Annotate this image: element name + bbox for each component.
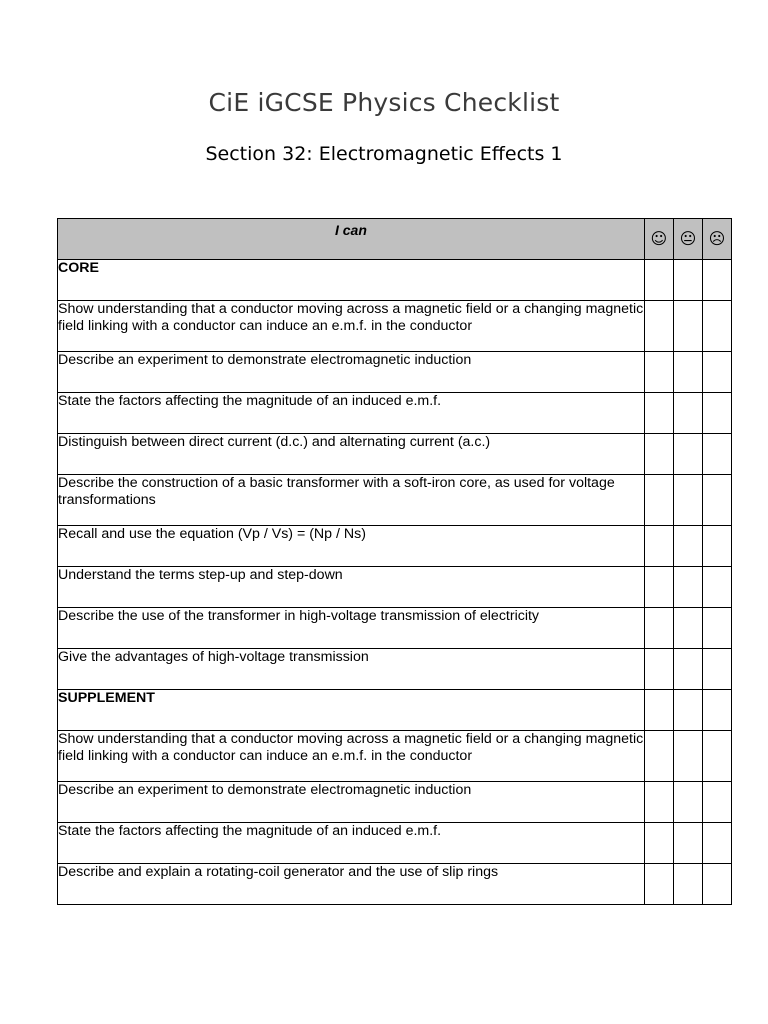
checklist-item-text: Understand the terms step-up and step-down [58, 567, 645, 608]
rating-cell-sad[interactable] [702, 649, 731, 690]
rating-cell-neutral[interactable] [673, 301, 702, 352]
rating-cell-sad[interactable] [702, 475, 731, 526]
rating-cell-neutral[interactable] [673, 352, 702, 393]
checklist-row [58, 301, 732, 352]
rating-cell-sad[interactable] [702, 731, 731, 782]
rating-cell-sad[interactable] [702, 260, 731, 301]
checklist-item-text: Describe an experiment to demonstrate electromagnetic induction [58, 782, 645, 823]
checklist-row [58, 782, 732, 823]
rating-cell-happy[interactable] [644, 301, 673, 352]
checklist-row [58, 864, 732, 905]
checklist-item-text: Show understanding that a conductor moving across a magnetic field or a changing magnetic field linking with a conductor can induce an e.m.f. in the conductor [58, 301, 645, 352]
neutral-face-icon: 😐 [673, 219, 702, 260]
rating-cell-neutral[interactable] [673, 475, 702, 526]
checklist-row [58, 434, 732, 475]
checklist-row [58, 475, 732, 526]
checklist-item-text: State the factors affecting the magnitude of an induced e.m.f. [58, 823, 645, 864]
rating-cell-happy[interactable] [644, 782, 673, 823]
rating-cell-happy[interactable] [644, 352, 673, 393]
rating-cell-happy[interactable] [644, 608, 673, 649]
checklist-item-text: Distinguish between direct current (d.c.) and alternating current (a.c.) [58, 434, 645, 475]
rating-cell-sad[interactable] [702, 864, 731, 905]
rating-cell-neutral[interactable] [673, 526, 702, 567]
checklist-item-text: Describe and explain a rotating-coil generator and the use of slip rings [58, 864, 645, 905]
page-title: CiE iGCSE Physics Checklist [208, 88, 560, 117]
section-heading-row [58, 690, 732, 731]
rating-cell-sad[interactable] [702, 782, 731, 823]
rating-cell-neutral[interactable] [673, 782, 702, 823]
rating-cell-happy[interactable] [644, 434, 673, 475]
rating-cell-happy[interactable] [644, 731, 673, 782]
rating-cell-happy[interactable] [644, 260, 673, 301]
rating-cell-neutral[interactable] [673, 434, 702, 475]
checklist-item-text: Give the advantages of high-voltage transmission [58, 649, 645, 690]
rating-cell-neutral[interactable] [673, 608, 702, 649]
section-heading-row [58, 260, 732, 301]
table-header-row [58, 219, 732, 260]
rating-cell-happy[interactable] [644, 864, 673, 905]
header-i-can: I can [58, 219, 645, 260]
checklist-row [58, 393, 732, 434]
checklist-item-text: Describe the use of the transformer in high-voltage transmission of electricity [58, 608, 645, 649]
rating-cell-neutral[interactable] [673, 823, 702, 864]
section-subtitle: Section 32: Electromagnetic Effects 1 [205, 143, 563, 165]
checklist-row [58, 731, 732, 782]
rating-cell-neutral[interactable] [673, 393, 702, 434]
rating-cell-sad[interactable] [702, 690, 731, 731]
rating-cell-neutral[interactable] [673, 864, 702, 905]
rating-cell-sad[interactable] [702, 823, 731, 864]
checklist-item-text: Recall and use the equation (Vp / Vs) = (Np / Ns) [58, 526, 645, 567]
rating-cell-happy[interactable] [644, 567, 673, 608]
rating-cell-neutral[interactable] [673, 567, 702, 608]
rating-cell-sad[interactable] [702, 526, 731, 567]
smiley-icon: ☺ [644, 219, 673, 260]
checklist-row [58, 567, 732, 608]
checklist-item-text: Describe the construction of a basic transformer with a soft-iron core, as used for voltage transformations [58, 475, 645, 526]
checklist-item-text: Describe an experiment to demonstrate electromagnetic induction [58, 352, 645, 393]
rating-cell-sad[interactable] [702, 301, 731, 352]
checklist-item-text: Show understanding that a conductor moving across a magnetic field or a changing magnetic field linking with a conductor can induce an e.m.f. in the conductor [58, 731, 645, 782]
rating-cell-neutral[interactable] [673, 649, 702, 690]
rating-cell-happy[interactable] [644, 690, 673, 731]
rating-cell-happy[interactable] [644, 393, 673, 434]
rating-cell-neutral[interactable] [673, 690, 702, 731]
rating-cell-sad[interactable] [702, 567, 731, 608]
rating-cell-sad[interactable] [702, 434, 731, 475]
rating-cell-happy[interactable] [644, 526, 673, 567]
checklist-item-text: State the factors affecting the magnitude of an induced e.m.f. [58, 393, 645, 434]
frowning-face-icon: ☹ [702, 219, 731, 260]
section-heading: SUPPLEMENT [58, 690, 645, 731]
checklist-row [58, 526, 732, 567]
rating-cell-happy[interactable] [644, 475, 673, 526]
checklist-row [58, 823, 732, 864]
checklist-table [57, 218, 732, 905]
rating-cell-happy[interactable] [644, 823, 673, 864]
rating-cell-sad[interactable] [702, 393, 731, 434]
checklist-row [58, 608, 732, 649]
rating-cell-happy[interactable] [644, 649, 673, 690]
rating-cell-sad[interactable] [702, 608, 731, 649]
checklist-row [58, 649, 732, 690]
rating-cell-neutral[interactable] [673, 260, 702, 301]
rating-cell-sad[interactable] [702, 352, 731, 393]
section-heading: CORE [58, 260, 645, 301]
rating-cell-neutral[interactable] [673, 731, 702, 782]
checklist-row [58, 352, 732, 393]
